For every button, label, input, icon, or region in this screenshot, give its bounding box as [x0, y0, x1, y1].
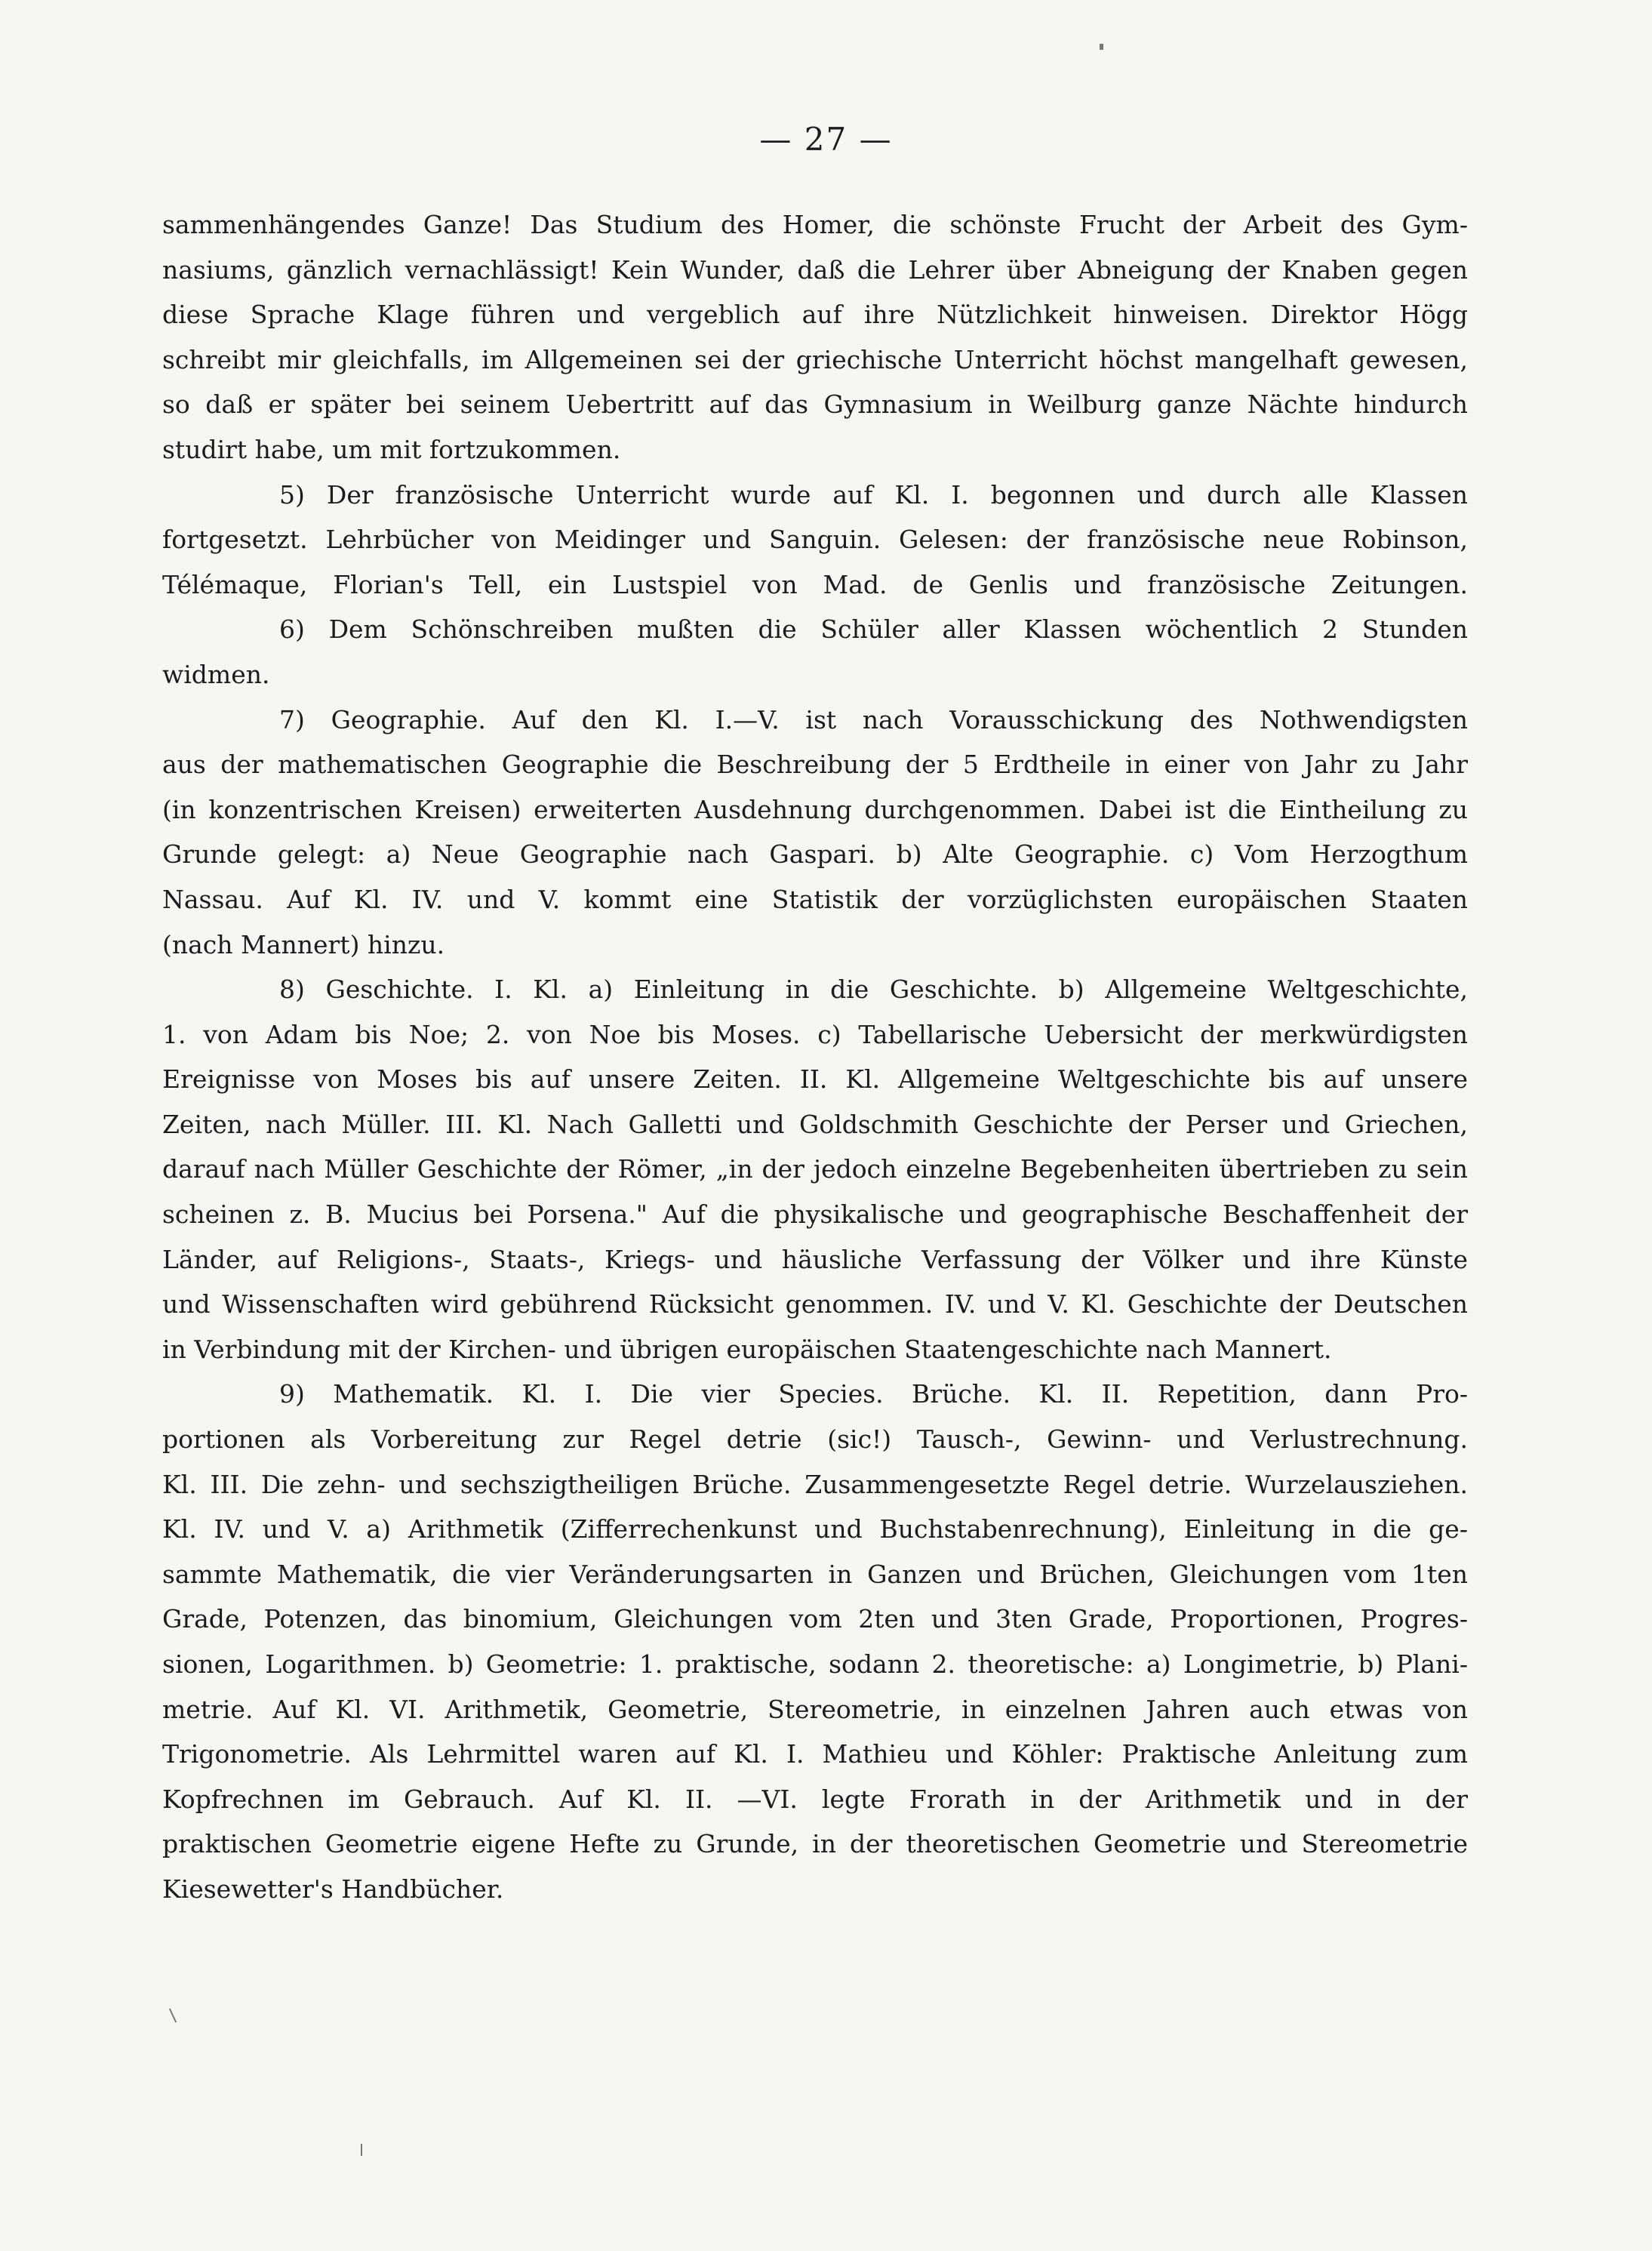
ink-speck — [361, 2144, 362, 2156]
text-line: Kl. III. Die zehn- und sechszigtheiligen Brüche. Zusammengesetzte Regel detrie. Wurzelausziehen. — [162, 1469, 1468, 1499]
text-line: sammte Mathematik, die vier Veränderungsarten in Ganzen und Brüchen, Gleichungen vom 1ten — [162, 1559, 1468, 1589]
ink-speck — [169, 2009, 177, 2023]
text-line: aus der mathematischen Geographie die Beschreibung der 5 Erdtheile in einer von Jahr zu Jahr — [162, 750, 1468, 780]
text-line: Länder, auf Religions-, Staats-, Kriegs- und häusliche Verfassung der Völker und ihre Künste — [162, 1244, 1468, 1274]
text-line: 1. von Adam bis Noe; 2. von Noe bis Moses. c) Tabellarische Uebersicht der merkwürdigsten — [162, 1019, 1468, 1049]
text-line: Kl. IV. und V. a) Arithmetik (Zifferrechenkunst und Buchstabenrechnung), Einleitung in die ge- — [162, 1514, 1468, 1544]
text-line: so daß er später bei seinem Uebertritt auf das Gymnasium in Weilburg ganze Nächte hindurch — [162, 390, 1468, 420]
text-line: sionen, Logarithmen. b) Geometrie: 1. praktische, sodann 2. theoretische: a) Longimetrie, b) Plani- — [162, 1649, 1468, 1679]
text-line: Trigonometrie. Als Lehrmittel waren auf Kl. I. Mathieu und Köhler: Praktische Anleitung zum — [162, 1739, 1468, 1769]
text-line: Zeiten, nach Müller. III. Kl. Nach Galletti und Goldschmith Geschichte der Perser und Griechen, — [162, 1109, 1468, 1139]
text-line: portionen als Vorbereitung zur Regel detrie (sic!) Tausch-, Gewinn- und Verlustrechnung. — [162, 1424, 1468, 1455]
text-line: (in konzentrischen Kreisen) erweiterten Ausdehnung durchgenommen. Dabei ist die Eintheilung zu — [162, 794, 1468, 824]
text-line: Grade, Potenzen, das binomium, Gleichungen vom 2ten und 3ten Grade, Proportionen, Progres- — [162, 1604, 1468, 1634]
text-line: 7) Geographie. Auf den Kl. I.—V. ist nach Vorausschickung des Nothwendigsten — [279, 704, 1468, 734]
text-line: in Verbindung mit der Kirchen- und übrigen europäischen Staatengeschichte nach Mannert. — [162, 1334, 1332, 1364]
text-line: scheinen z. B. Mucius bei Porsena." Auf die physikalische und geographische Beschaffenheit der — [162, 1199, 1468, 1230]
text-line: Grunde gelegt: a) Neue Geographie nach Gaspari. b) Alte Geographie. c) Vom Herzogthum — [162, 839, 1468, 870]
text-line: Kopfrechnen im Gebrauch. Auf Kl. II. —VI. legte Frorath in der Arithmetik und in der — [162, 1784, 1468, 1814]
text-line: fortgesetzt. Lehrbücher von Meidinger und Sanguin. Gelesen: der französische neue Robinson, — [162, 525, 1468, 555]
text-line: und Wissenschaften wird gebührend Rücksicht genommen. IV. und V. Kl. Geschichte der Deutschen — [162, 1289, 1468, 1319]
text-line: 5) Der französische Unterricht wurde auf Kl. I. begonnen und durch alle Klassen — [279, 479, 1468, 510]
text-line: sammenhängendes Ganze! Das Studium des Homer, die schönste Frucht der Arbeit des Gym- — [162, 210, 1468, 239]
text-line: nasiums, gänzlich vernachlässigt! Kein Wunder, daß die Lehrer über Abneigung der Knaben gegen — [162, 254, 1468, 285]
text-line: studirt habe, um mit fortzukommen. — [162, 434, 621, 464]
text-line: Ereignisse von Moses bis auf unsere Zeiten. II. Kl. Allgemeine Weltgeschichte bis auf unsere — [162, 1064, 1468, 1095]
text-line: Nassau. Auf Kl. IV. und V. kommt eine Statistik der vorzüglichsten europäischen Staaten — [162, 884, 1468, 914]
text-line: 9) Mathematik. Kl. I. Die vier Species. Brüche. Kl. II. Repetition, dann Pro- — [279, 1379, 1468, 1409]
text-line: schreibt mir gleichfalls, im Allgemeinen sei der griechische Unterricht höchst mangelhaft gewesen, — [162, 344, 1468, 374]
text-line: widmen. — [162, 659, 270, 689]
text-line: 6) Dem Schönschreiben mußten die Schüler aller Klassen wöchentlich 2 Stunden — [279, 614, 1468, 645]
text-line: darauf nach Müller Geschichte der Römer, „in der jedoch einzelne Begebenheiten übertrieben zu sein — [162, 1154, 1468, 1184]
text-line: 8) Geschichte. I. Kl. a) Einleitung in die Geschichte. b) Allgemeine Weltgeschichte, — [279, 975, 1468, 1005]
body-text — [162, 202, 1468, 1912]
page-number: — 27 — — [759, 121, 893, 158]
text-line: praktischen Geometrie eigene Hefte zu Grunde, in der theoretischen Geometrie und Stereometrie — [162, 1829, 1468, 1859]
ink-speck — [1100, 44, 1103, 50]
text-line: Télémaque, Florian's Tell, ein Lustspiel von Mad. de Genlis und französische Zeitungen. — [162, 569, 1468, 599]
text-line: diese Sprache Klage führen und vergeblich auf ihre Nützlichkeit hinweisen. Direktor Högg — [162, 300, 1468, 330]
text-line: Kiesewetter's Handbücher. — [162, 1874, 504, 1904]
text-line: (nach Mannert) hinzu. — [162, 929, 445, 959]
text-line: metrie. Auf Kl. VI. Arithmetik, Geometrie, Stereometrie, in einzelnen Jahren auch etwas von — [162, 1694, 1468, 1724]
